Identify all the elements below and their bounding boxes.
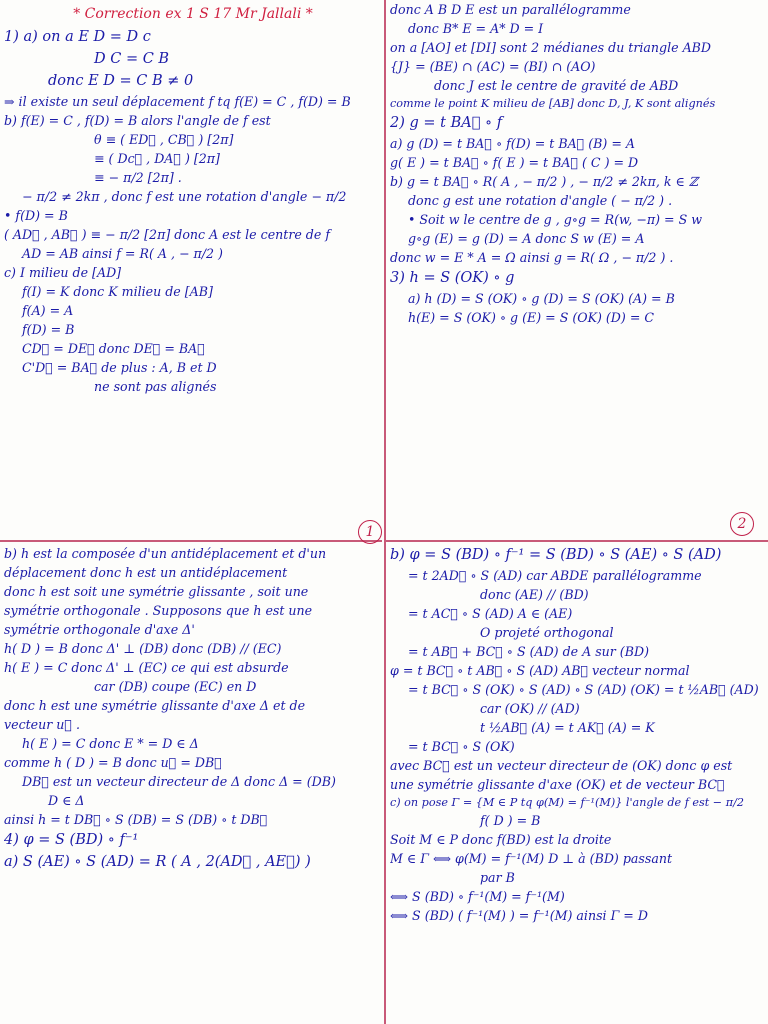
quad2-line-1: donc B* E = A* D = I [408,21,544,36]
quad4-line-14: f( D ) = B [480,813,541,828]
quad2-line-6: 2) g = t BA⃗ ∘ f [390,115,503,131]
quad1-line-17: C'D⃗ = BA⃗ de plus : A, B et D [22,360,217,375]
quad1-line-18: ne sont pas alignés [94,379,217,394]
lines-q1 [4,26,382,396]
quad3-line-15: 4) φ = S (BD) ∘ f⁻¹ [4,832,139,848]
quad4-line-5: = t AB⃗ + BC⃗ ∘ S (AD) de A sur (BD) [408,644,649,659]
quad4-line-6: φ = t BC⃗ ∘ t AB⃗ ∘ S (AD) AB⃗ vecteur normal [390,663,690,678]
quad4-line-9: t ½AB⃗ (A) = t AK⃗ (A) = K [480,720,655,735]
quad1-line-2: donc E D = C B ≠ 0 [48,73,194,89]
quad3-line-9: vecteur u⃗ . [4,717,80,732]
quad4-line-3: = t AC⃗ ∘ S (AD) A ∈ (AE) [408,606,573,621]
quad2-line-0: donc A B D E est un parallélogramme [390,2,631,17]
quad2-line-8: g( E ) = t BA⃗ ∘ f( E ) = t BA⃗ ( C ) = D [390,155,639,170]
quad3-line-7: car (DB) coupe (EC) en D [94,679,257,694]
quad1-line-1: D C = C B [94,51,170,67]
quad1-line-8: − π/2 ≠ 2kπ , donc f est une rotation d'angle − π/2 [22,189,347,204]
quad4-line-13: c) on pose Γ = {M ∈ P tq φ(M) = f⁻¹(M)} l'angle de f est − π/2 [390,796,744,809]
quad1-line-15: f(D) = B [22,322,75,337]
quad1-line-12: c) I milieu de [AD] [4,265,122,280]
lines-q2 [390,0,768,327]
quad4-line-12: une symétrie glissante d'axe (OK) et de vecteur BC⃗ [390,777,725,792]
quad3-line-12: DB⃗ est un vecteur directeur de Δ donc Δ = (DB) [22,774,336,789]
quad4-line-16: M ∈ Γ ⟺ φ(M) = f⁻¹(M) D ⊥ à (BD) passant [390,851,673,866]
page-number-2: 2 [730,512,754,536]
quad1-line-13: f(I) = K donc K milieu de [AB] [22,284,213,299]
quad4-line-4: O projeté orthogonal [480,625,614,640]
lines-q4 [390,544,768,925]
quad1-line-14: f(A) = A [22,303,74,318]
quad3-line-10: h( E ) = C donc E * = D ∈ Δ [22,736,199,751]
quad3-line-0: b) h est la composée d'un antidéplacement et d'un [4,546,327,561]
quad3-line-16: a) S (AE) ∘ S (AD) = R ( A , 2(AD⃗ , AE⃗) ) [4,854,311,870]
quad2-line-16: h(E) = S (OK) ∘ g (E) = S (OK) (D) = C [408,310,655,325]
quadrant-bottom-right [390,544,768,1024]
quadrant-top-right [390,0,768,538]
quad3-line-5: h( D ) = B donc Δ' ⊥ (DB) donc (DB) // (EC) [4,641,282,656]
quad1-line-0: 1) a) on a E D = D c [4,29,151,45]
quad3-line-6: h( E ) = C donc Δ' ⊥ (EC) ce qui est absurde [4,660,289,675]
quad3-line-8: donc h est une symétrie glissante d'axe Δ et de [4,698,306,713]
quad4-line-15: Soit M ∈ P donc f(BD) est la droite [390,832,612,847]
horizontal-divider-left [0,540,382,542]
quad4-line-1: = t 2AD⃗ ∘ S (AD) car ABDE parallélogramme [408,568,702,583]
quad4-line-18: ⟺ S (BD) ∘ f⁻¹(M) = f⁻¹(M) [390,889,565,904]
quad4-line-19: ⟺ S (BD) ( f⁻¹(M) ) = f⁻¹(M) ainsi Γ = D [390,908,648,923]
quad2-line-13: donc w = E * A = Ω ainsi g = R( Ω , − π/2 ) . [390,250,674,265]
quad3-line-4: symétrie orthogonale d'axe Δ' [4,622,195,637]
quad4-line-2: donc (AE) // (BD) [480,587,589,602]
quad4-line-7: = t BC⃗ ∘ S (OK) ∘ S (AD) ∘ S (AD) (OK) = t ½AB⃗ (AD) [408,682,759,697]
quad1-line-4: b) f(E) = C , f(D) = B alors l'angle de f est [4,113,271,128]
quad4-line-8: car (OK) // (AD) [480,701,580,716]
page-number-1: 1 [358,520,382,544]
quad1-line-7: ≡ − π/2 [2π] . [94,170,182,185]
quadrant-bottom-left [4,544,382,1024]
quad4-line-10: = t BC⃗ ∘ S (OK) [408,739,515,754]
page-title: * Correction ex 1 S 17 Mr Jallali * [73,6,313,22]
quad2-line-11: • Soit w le centre de g , g∘g = R(w, −π) = S w [408,212,702,227]
quad1-line-6: ≡ ( Dc⃗ , DA⃗ ) [2π] [94,151,220,166]
quad1-line-10: ( AD⃗ , AB⃗ ) ≡ − π/2 [2π] donc A est le centre de f [4,227,330,242]
quad2-line-5: comme le point K milieu de [AB] donc D, J, K sont alignés [390,97,716,110]
quad4-line-0: b) φ = S (BD) ∘ f⁻¹ = S (BD) ∘ S (AE) ∘ S (AD) [390,547,722,563]
quad3-line-11: comme h ( D ) = B donc u⃗ = DB⃗ [4,755,222,770]
quad4-line-17: par B [480,870,515,885]
quad2-line-4: donc J est le centre de gravité de ABD [434,78,679,93]
quadrant-top-left [4,0,382,538]
quad3-line-14: ainsi h = t DB⃗ ∘ S (DB) = S (DB) ∘ t DB⃗ [4,812,268,827]
horizontal-divider-right [386,540,768,542]
quad4-line-11: avec BC⃗ est un vecteur directeur de (OK) donc φ est [390,758,733,773]
quad2-line-7: a) g (D) = t BA⃗ ∘ f(D) = t BA⃗ (B) = A [390,136,635,151]
quad3-line-13: D ∈ Δ [48,793,85,808]
quad3-line-2: donc h est soit une symétrie glissante , soit une [4,584,309,599]
quad1-line-5: θ ≡ ( ED⃗ , CB⃗ ) [2π] [94,132,234,147]
lines-q3 [4,544,382,873]
quad2-line-2: on a [AO] et [DI] sont 2 médianes du triangle ABD [390,40,712,55]
quad1-line-11: AD = AB ainsi f = R( A , − π/2 ) [22,246,223,261]
quad2-line-12: g∘g (E) = g (D) = A donc S w (E) = A [408,231,645,246]
vertical-divider [384,0,386,1024]
quad2-line-15: a) h (D) = S (OK) ∘ g (D) = S (OK) (A) = B [408,291,675,306]
quad2-line-3: {J} = (BE) ∩ (AC) = (BI) ∩ (AO) [390,59,596,74]
quad2-line-10: donc g est une rotation d'angle ( − π/2 ) . [408,193,673,208]
quad3-line-1: déplacement donc h est un antidéplacement [4,565,288,580]
quad2-line-14: 3) h = S (OK) ∘ g [390,270,515,286]
quad3-line-3: symétrie orthogonale . Supposons que h est une [4,603,313,618]
quad1-line-16: CD⃗ = DE⃗ donc DE⃗ = BA⃗ [22,341,205,356]
quad1-line-9: • f(D) = B [4,208,68,223]
quad1-line-3: ⇒ il existe un seul déplacement f tq f(E) = C , f(D) = B [4,94,351,109]
quad2-line-9: b) g = t BA⃗ ∘ R( A , − π/2 ) , − π/2 ≠ 2kπ, k ∈ ℤ [390,174,698,189]
